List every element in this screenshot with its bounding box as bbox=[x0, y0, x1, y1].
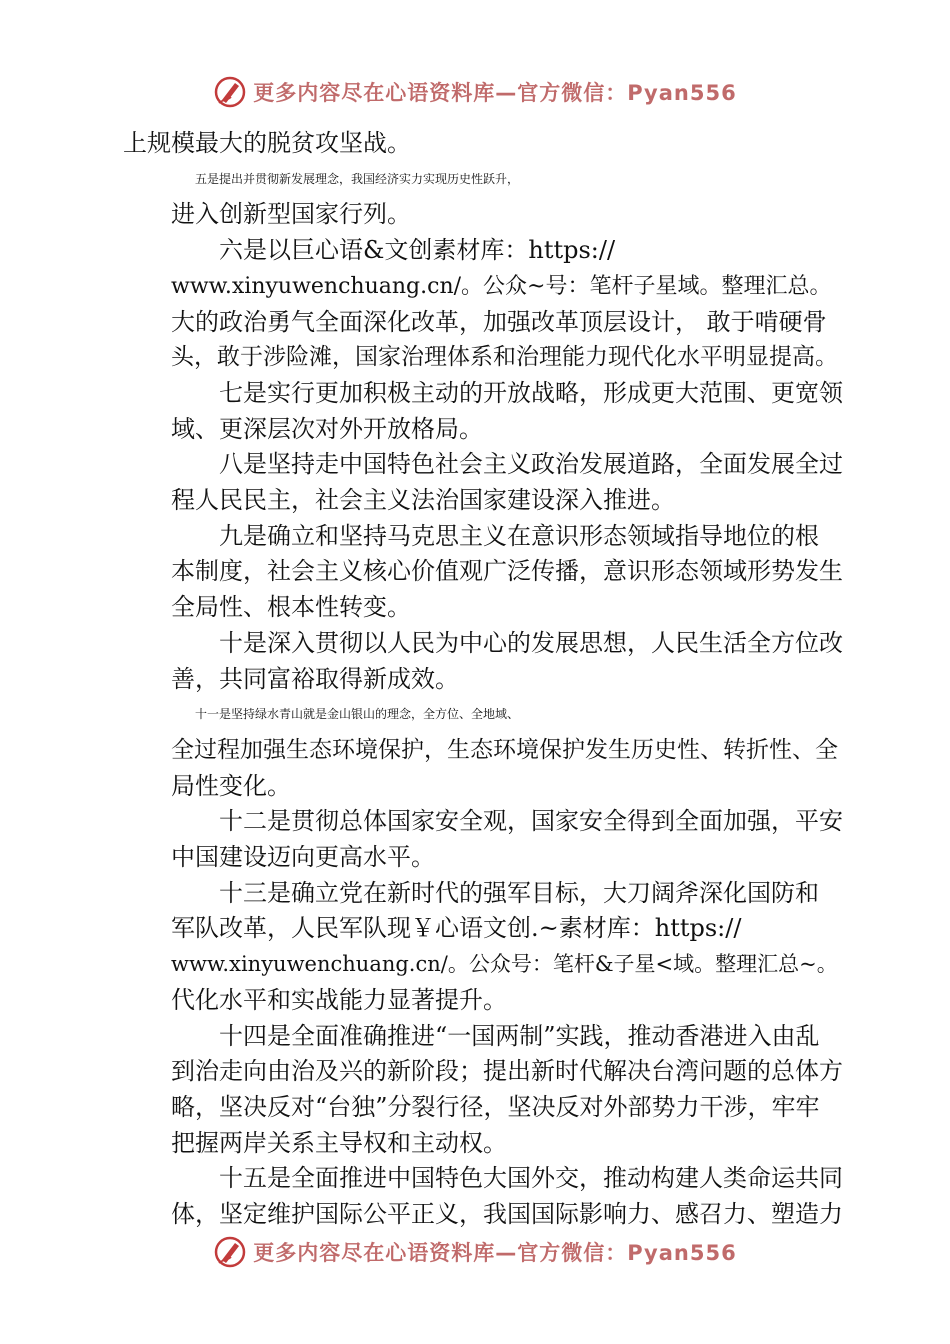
text-line: 略，坚决反对“台独”分裂行径，坚决反对外部势力干涉，牢牢 bbox=[171, 1092, 820, 1121]
text-line: 十二是贯彻总体国家安全观，国家安全得到全面加强，平安 bbox=[219, 807, 843, 836]
text-line: 到治走向由治及兴的新阶段；提出新时代解决台湾问题的总体方 bbox=[171, 1057, 843, 1086]
paragraph-item-7 bbox=[123, 376, 843, 447]
paragraph-item-11 bbox=[123, 697, 843, 804]
text-line: 局性变化。 bbox=[171, 771, 291, 800]
document-body bbox=[123, 126, 843, 1233]
text-line: 军队改革，人民军队现￥心语文创.~素材库：https:// bbox=[171, 914, 742, 943]
paragraph-item-12 bbox=[123, 804, 843, 875]
paragraph-item-14 bbox=[123, 1019, 843, 1162]
text-line: 进入创新型国家行列。 bbox=[171, 200, 411, 229]
text-line: 体，坚定维护国际公平正义，我国国际影响力、感召力、塑造力 bbox=[171, 1200, 843, 1229]
header-banner bbox=[0, 70, 950, 114]
text-line: 程人民民主，社会主义法治国家建设深入推进。 bbox=[171, 486, 675, 515]
text-line: 本制度，社会主义核心价值观广泛传播，意识形态领域形势发生 bbox=[171, 557, 843, 586]
header-banner-text: 更多内容尽在心语资料库—官方微信：Pyan556 bbox=[253, 81, 737, 105]
pen-logo-icon bbox=[213, 1235, 247, 1269]
text-line: 中国建设迈向更高水平。 bbox=[171, 843, 435, 872]
text-line: 十一是坚持绿水青山就是金山银山的理念，全方位、全地域、 bbox=[195, 707, 520, 722]
text-line: 八是坚持走中国特色社会主义政治发展道路，全面发展全过 bbox=[219, 450, 843, 479]
text-line: 十四是全面准确推进“一国两制”实践，推动香港进入由乱 bbox=[219, 1021, 820, 1050]
paragraph-item-5 bbox=[123, 162, 843, 233]
text-line: www.xinyuwenchuang.cn/。公众~号：笔杆子星域。整理汇总。 bbox=[171, 273, 832, 299]
text-line: 十是深入贯彻以人民为中心的发展思想，人民生活全方位改 bbox=[219, 628, 843, 657]
text-line: 域、更深层次对外开放格局。 bbox=[171, 414, 483, 443]
text-line: 十三是确立党在新时代的强军目标，大刀阔斧深化国防和 bbox=[219, 878, 819, 907]
text-line: 代化水平和实战能力显著提升。 bbox=[171, 985, 507, 1014]
paragraph-item-13 bbox=[123, 876, 843, 1019]
text-line: 头，敢于涉险滩，国家治理体系和治理能力现代化水平明显提高。 bbox=[171, 344, 838, 371]
text-line: 全过程加强生态环境保护，生态环境保护发生历史性、转折性、全 bbox=[171, 736, 838, 763]
text-line: www.xinyuwenchuang.cn/。公众号：笔杆&子星<域。整理汇总~。 bbox=[171, 952, 838, 977]
paragraph-item-10 bbox=[123, 626, 843, 697]
text-line: 上规模最大的脱贫攻坚战。 bbox=[123, 129, 411, 157]
text-line: 十五是全面推进中国特色大国外交，推动构建人类命运共同 bbox=[219, 1164, 843, 1193]
text-line: 全局性、根本性转变。 bbox=[171, 593, 411, 622]
paragraph-item-9 bbox=[123, 519, 843, 626]
text-line: 九是确立和坚持马克思主义在意识形态领域指导地位的根 bbox=[219, 521, 819, 550]
text-line: 善，共同富裕取得新成效。 bbox=[171, 664, 459, 693]
paragraph-item-15 bbox=[123, 1161, 843, 1232]
text-line: 把握两岸关系主导权和主动权。 bbox=[171, 1128, 507, 1157]
footer-banner-text: 更多内容尽在心语资料库—官方微信：Pyan556 bbox=[253, 1241, 737, 1265]
pen-logo-icon bbox=[213, 75, 247, 109]
paragraph-item-6 bbox=[123, 233, 843, 376]
text-line: 六是以巨心语&文创素材库：https:// bbox=[219, 236, 616, 265]
footer-banner bbox=[0, 1230, 950, 1274]
text-line: 大的政治勇气全面深化改革，加强改革顶层设计， 敢于啃硬骨 bbox=[171, 307, 827, 336]
paragraph-continued bbox=[123, 126, 843, 162]
text-line: 五是提出并贯彻新发展理念，我国经济实力实现历史性跃升， bbox=[195, 171, 520, 186]
text-line: 七是实行更加积极主动的开放战略，形成更大范围、更宽领 bbox=[219, 378, 843, 407]
paragraph-item-8 bbox=[123, 447, 843, 518]
